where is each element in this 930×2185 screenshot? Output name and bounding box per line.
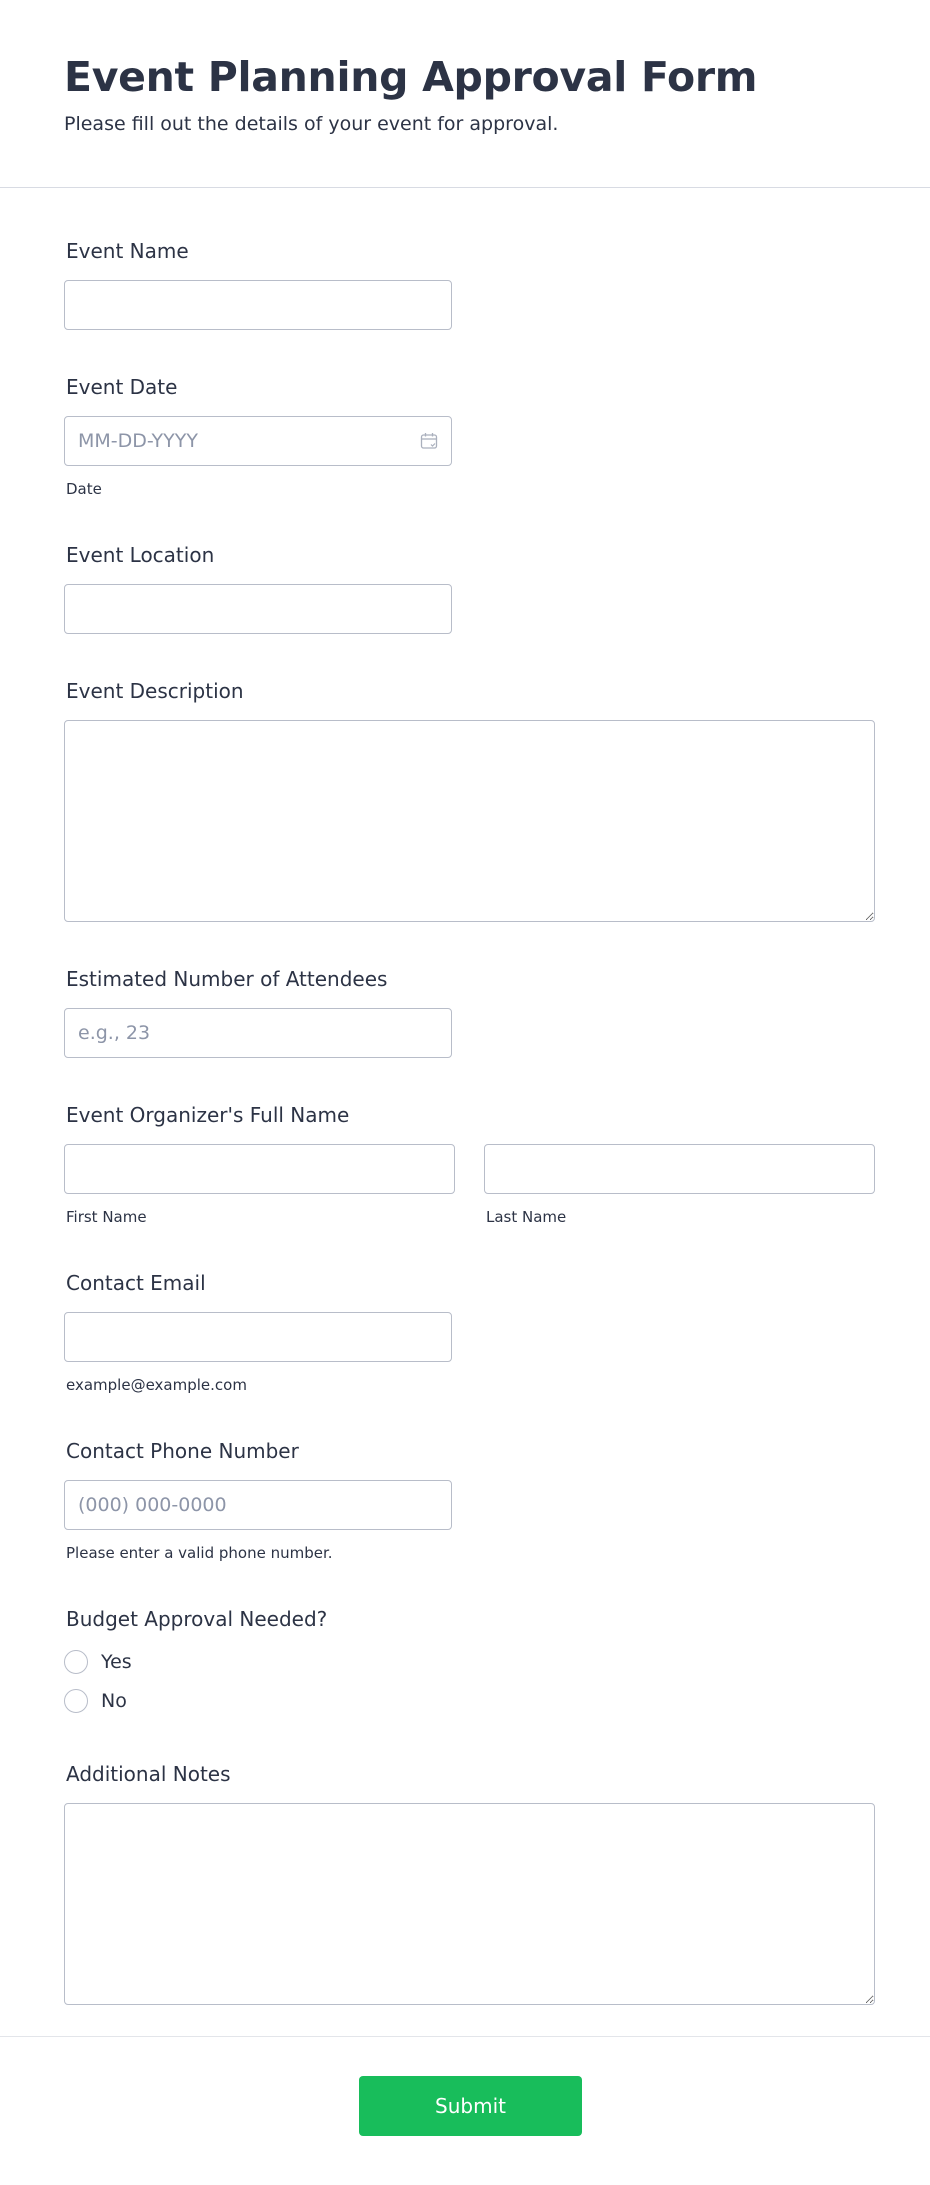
additional-notes-textarea[interactable] xyxy=(64,1803,875,2005)
form-body xyxy=(0,188,930,2036)
event-date-input[interactable] xyxy=(64,416,452,466)
radio-button-no[interactable] xyxy=(64,1689,88,1713)
first-name-input[interactable] xyxy=(64,1144,455,1194)
event-description-textarea[interactable] xyxy=(64,720,875,922)
calendar-icon[interactable] xyxy=(420,432,438,450)
event-name-label: Event Name xyxy=(66,239,189,263)
contact-phone-label: Contact Phone Number xyxy=(66,1439,299,1463)
last-name-input[interactable] xyxy=(484,1144,875,1194)
radio-option-no[interactable] xyxy=(64,1687,127,1715)
additional-notes-label: Additional Notes xyxy=(66,1762,231,1786)
event-name-input[interactable] xyxy=(64,280,452,330)
budget-approval-label: Budget Approval Needed? xyxy=(66,1607,328,1631)
contact-phone-sublabel: Please enter a valid phone number. xyxy=(66,1544,333,1562)
radio-button-yes[interactable] xyxy=(64,1650,88,1674)
event-description-label: Event Description xyxy=(66,679,244,703)
last-name-sublabel: Last Name xyxy=(486,1208,567,1226)
contact-email-input[interactable] xyxy=(64,1312,452,1362)
radio-option-yes[interactable] xyxy=(64,1648,132,1676)
radio-label-no: No xyxy=(101,1690,127,1712)
contact-email-label: Contact Email xyxy=(66,1271,206,1295)
form-header xyxy=(0,0,930,188)
radio-label-yes: Yes xyxy=(101,1651,132,1673)
event-location-input[interactable] xyxy=(64,584,452,634)
attendees-input[interactable] xyxy=(64,1008,452,1058)
first-name-sublabel: First Name xyxy=(66,1208,147,1226)
contact-phone-input[interactable] xyxy=(64,1480,452,1530)
submit-button[interactable]: Submit xyxy=(359,2076,582,2136)
event-location-label: Event Location xyxy=(66,543,215,567)
event-date-label: Event Date xyxy=(66,375,178,399)
attendees-label: Estimated Number of Attendees xyxy=(66,967,388,991)
form-footer xyxy=(0,2036,930,2185)
form-subtitle: Please fill out the details of your event for approval. xyxy=(64,113,559,135)
form-title: Event Planning Approval Form xyxy=(64,53,758,101)
event-date-sublabel: Date xyxy=(66,480,102,498)
organizer-name-label: Event Organizer's Full Name xyxy=(66,1103,350,1127)
contact-email-sublabel: example@example.com xyxy=(66,1376,247,1394)
